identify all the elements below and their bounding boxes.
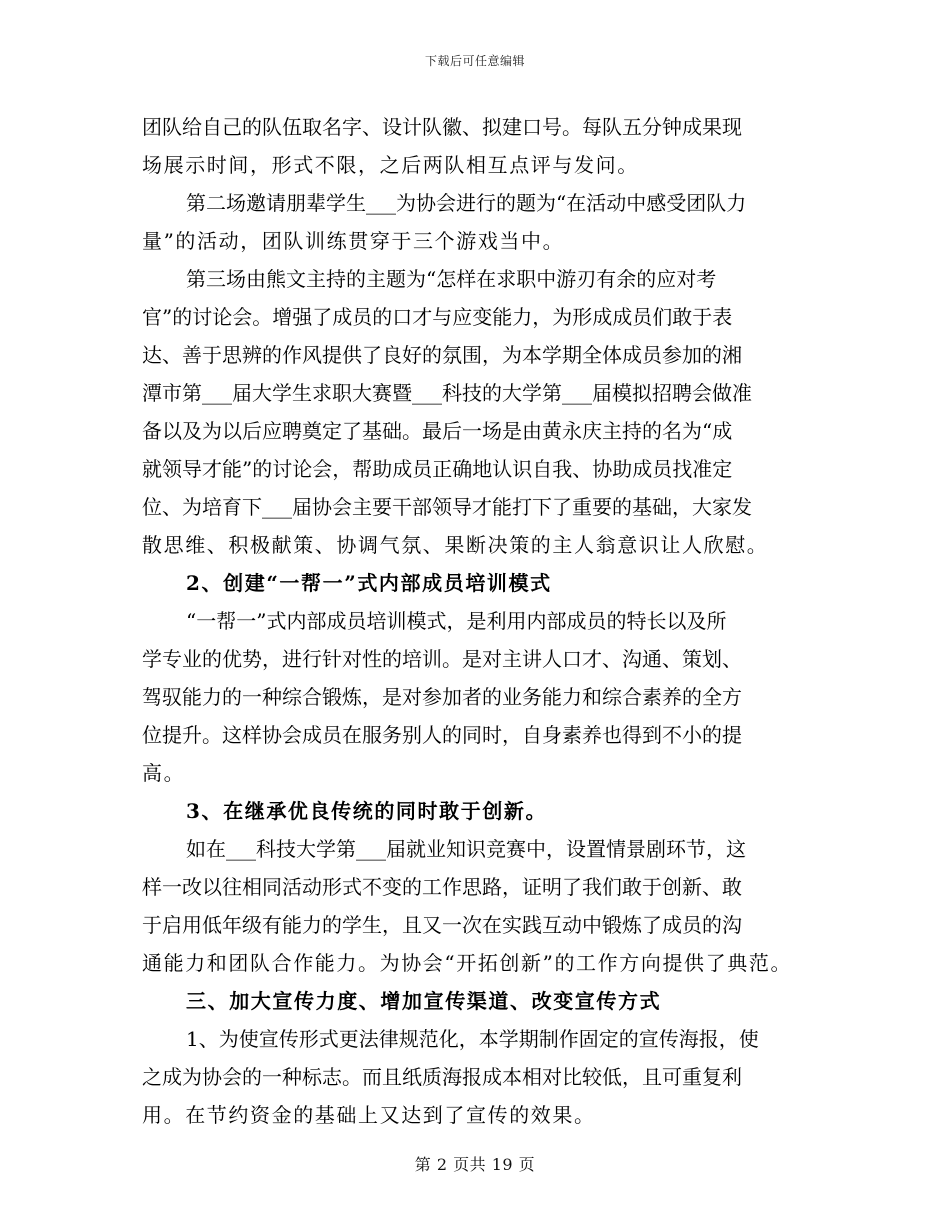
text-line: 样一改以往相同活动形式不变的工作思路，证明了我们敢于创新、敢 [142,875,742,899]
text-line: 潭市第___届大学生求职大赛暨___科技的大学第___届模拟招聘会做准 [142,381,752,405]
document-body [142,108,808,1134]
text-line: 散思维、积极献策、协调气氛、果断决策的主人翁意识让人欣慰。 [142,533,769,557]
text-line: 量”的活动，团队训练贯穿于三个游戏当中。 [142,229,565,253]
text-line: 达、善于思辨的作风提供了良好的氛围，为本学期全体成员参加的湘 [142,343,742,367]
text-line: 如在___科技大学第___届就业知识竞赛中，设置情景剧环节，这 [186,837,746,861]
page-header: 下载后可任意编辑 [424,54,525,68]
text-line: 第二场邀请朋辈学生___为协会进行的题为“在活动中感受团队力 [186,191,747,215]
text-line: 位、为培育下___届协会主要干部领导才能打下了重要的基础，大家发 [142,495,752,519]
text-line: 位提升。这样协会成员在服务别人的同时，自身素养也得到不小的提 [142,723,742,747]
text-line: 第三场由熊文主持的主题为“怎样在求职中游刃有余的应对考 [186,267,717,291]
text-line: 就领导才能”的讨论会，帮助成员正确地认识自我、协助成员找准定 [142,457,733,481]
text-line: 备以及为以后应聘奠定了基础。最后一场是由黄永庆主持的名为“成 [142,419,733,443]
text-line: 之成为协会的一种标志。而且纸质海报成本相对比较低，且可重复利 [142,1065,742,1089]
text-line: 1、为使宣传形式更法律规范化，本学期制作固定的宣传海报，使 [186,1027,759,1051]
text-line: 驾驭能力的一种综合锻炼，是对参加者的业务能力和综合素养的全方 [142,685,742,709]
section-heading: 三、加大宣传力度、增加宣传渠道、改变宣传方式 [186,989,662,1013]
text-line: “一帮一”式内部成员培训模式，是利用内部成员的特长以及所 [186,609,727,633]
text-line: 场展示时间，形式不限，之后两队相互点评与发问。 [142,153,639,177]
text-line: 官”的讨论会。增强了成员的口才与应变能力，为形成成员们敢于表 [142,305,733,329]
section-heading: 2、创建“一帮一”式内部成员培训模式 [186,571,552,595]
text-line: 高。 [142,761,186,785]
page-footer: 第 2 页共 19 页 [414,1155,536,1174]
section-heading: 3、在继承优良传统的同时敢于创新。 [186,799,548,823]
text-line: 通能力和团队合作能力。为协会“开拓创新”的工作方向提供了典范。 [142,951,793,975]
text-line: 用。在节约资金的基础上又达到了宣传的效果。 [142,1103,596,1127]
text-line: 团队给自己的队伍取名字、设计队徽、拟建口号。每队五分钟成果现 [142,115,742,139]
text-line: 学专业的优势，进行针对性的培训。是对主讲人口才、沟通、策划、 [142,647,742,671]
text-line: 于启用低年级有能力的学生，且又一次在实践互动中锻炼了成员的沟 [142,913,742,937]
